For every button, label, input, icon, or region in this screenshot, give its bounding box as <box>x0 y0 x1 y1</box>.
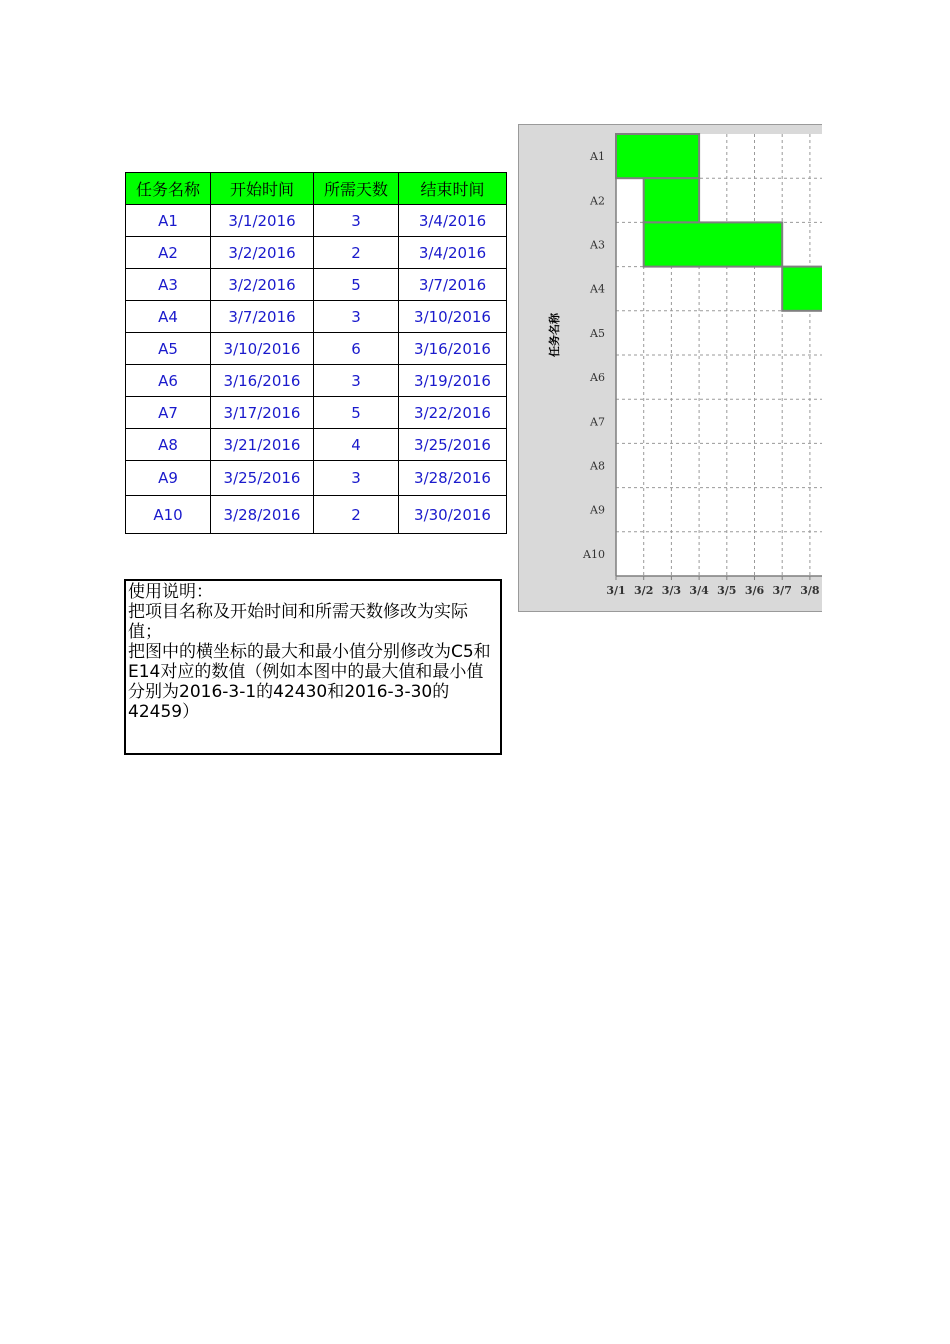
y-tick-label: A1 <box>590 150 605 164</box>
notes-line: 把图中的横坐标的最大和最小值分别修改为C5和E14对应的数值（例如本图中的最大值和最小值分别为2016-3-1的42430和2016-3-30的42459） <box>128 642 491 722</box>
cell-duration[interactable]: 3 <box>314 301 399 333</box>
header-start-time: 开始时间 <box>211 173 314 205</box>
x-tick-label: 3/1 <box>606 584 626 597</box>
table-row <box>126 269 507 301</box>
cell-end-time[interactable]: 3/25/2016 <box>399 429 507 461</box>
table-row <box>126 496 507 534</box>
cell-start-time[interactable]: 3/10/2016 <box>211 333 314 365</box>
cell-task-name[interactable]: A10 <box>126 496 211 534</box>
x-tick-label: 3/2 <box>634 584 654 597</box>
cell-start-time[interactable]: 3/25/2016 <box>211 461 314 496</box>
cell-task-name[interactable]: A3 <box>126 269 211 301</box>
header-duration: 所需天数 <box>314 173 399 205</box>
x-tick-label: 3/7 <box>772 584 792 597</box>
cell-start-time[interactable]: 3/21/2016 <box>211 429 314 461</box>
cell-end-time[interactable]: 3/30/2016 <box>399 496 507 534</box>
table-row <box>126 365 507 397</box>
cell-end-time[interactable]: 3/7/2016 <box>399 269 507 301</box>
header-task-name: 任务名称 <box>126 173 211 205</box>
cell-task-name[interactable]: A9 <box>126 461 211 496</box>
cell-end-time[interactable]: 3/22/2016 <box>399 397 507 429</box>
cell-duration[interactable]: 2 <box>314 496 399 534</box>
cell-duration[interactable]: 5 <box>314 269 399 301</box>
cell-end-time[interactable]: 3/19/2016 <box>399 365 507 397</box>
gantt-bar <box>782 267 822 311</box>
usage-notes-box[interactable] <box>124 579 502 755</box>
x-tick-label: 3/5 <box>717 584 737 597</box>
cell-task-name[interactable]: A1 <box>126 205 211 237</box>
cell-start-time[interactable]: 3/7/2016 <box>211 301 314 333</box>
cell-duration[interactable]: 6 <box>314 333 399 365</box>
table-row <box>126 205 507 237</box>
gantt-bar <box>644 222 783 266</box>
cell-start-time[interactable]: 3/2/2016 <box>211 269 314 301</box>
table-row <box>126 301 507 333</box>
cell-duration[interactable]: 3 <box>314 205 399 237</box>
y-tick-label: A7 <box>590 415 605 429</box>
table-row <box>126 237 507 269</box>
cell-end-time[interactable]: 3/4/2016 <box>399 237 507 269</box>
y-tick-label: A3 <box>590 238 605 252</box>
y-tick-label: A6 <box>590 371 605 385</box>
task-table <box>125 172 507 534</box>
cell-end-time[interactable]: 3/10/2016 <box>399 301 507 333</box>
table-header-row <box>126 173 507 205</box>
cell-task-name[interactable]: A4 <box>126 301 211 333</box>
cell-duration[interactable]: 3 <box>314 461 399 496</box>
y-axis-title: 任务名称 <box>548 313 561 357</box>
x-tick-label: 3/6 <box>744 584 765 597</box>
table-row <box>126 397 507 429</box>
cell-start-time[interactable]: 3/2/2016 <box>211 237 314 269</box>
x-tick-label: 3/8 <box>800 584 820 597</box>
y-tick-label: A4 <box>590 282 605 296</box>
cell-duration[interactable]: 4 <box>314 429 399 461</box>
table-row <box>126 333 507 365</box>
cell-task-name[interactable]: A8 <box>126 429 211 461</box>
cell-duration[interactable]: 2 <box>314 237 399 269</box>
cell-start-time[interactable]: 3/1/2016 <box>211 205 314 237</box>
gantt-chart-svg <box>518 124 822 612</box>
y-tick-label: A10 <box>583 547 605 561</box>
cell-task-name[interactable]: A6 <box>126 365 211 397</box>
cell-duration[interactable]: 3 <box>314 365 399 397</box>
notes-line: 使用说明： <box>128 582 213 602</box>
cell-start-time[interactable]: 3/16/2016 <box>211 365 314 397</box>
cell-duration[interactable]: 5 <box>314 397 399 429</box>
header-end-time: 结束时间 <box>399 173 507 205</box>
cell-end-time[interactable]: 3/28/2016 <box>399 461 507 496</box>
table-row <box>126 429 507 461</box>
cell-end-time[interactable]: 3/16/2016 <box>399 333 507 365</box>
y-tick-label: A5 <box>590 326 605 340</box>
gantt-bar <box>616 134 699 178</box>
x-tick-label: 3/3 <box>661 584 682 597</box>
cell-start-time[interactable]: 3/28/2016 <box>211 496 314 534</box>
y-tick-label: A8 <box>590 459 605 473</box>
cell-task-name[interactable]: A2 <box>126 237 211 269</box>
cell-end-time[interactable]: 3/4/2016 <box>399 205 507 237</box>
y-tick-label: A9 <box>590 503 605 517</box>
notes-line: 把项目名称及开始时间和所需天数修改为实际值； <box>128 602 468 642</box>
cell-task-name[interactable]: A7 <box>126 397 211 429</box>
gantt-chart[interactable] <box>518 124 822 612</box>
gantt-bar <box>644 178 699 222</box>
y-tick-label: A2 <box>590 194 605 208</box>
table-row <box>126 461 507 496</box>
cell-task-name[interactable]: A5 <box>126 333 211 365</box>
x-tick-label: 3/4 <box>689 584 709 597</box>
cell-start-time[interactable]: 3/17/2016 <box>211 397 314 429</box>
